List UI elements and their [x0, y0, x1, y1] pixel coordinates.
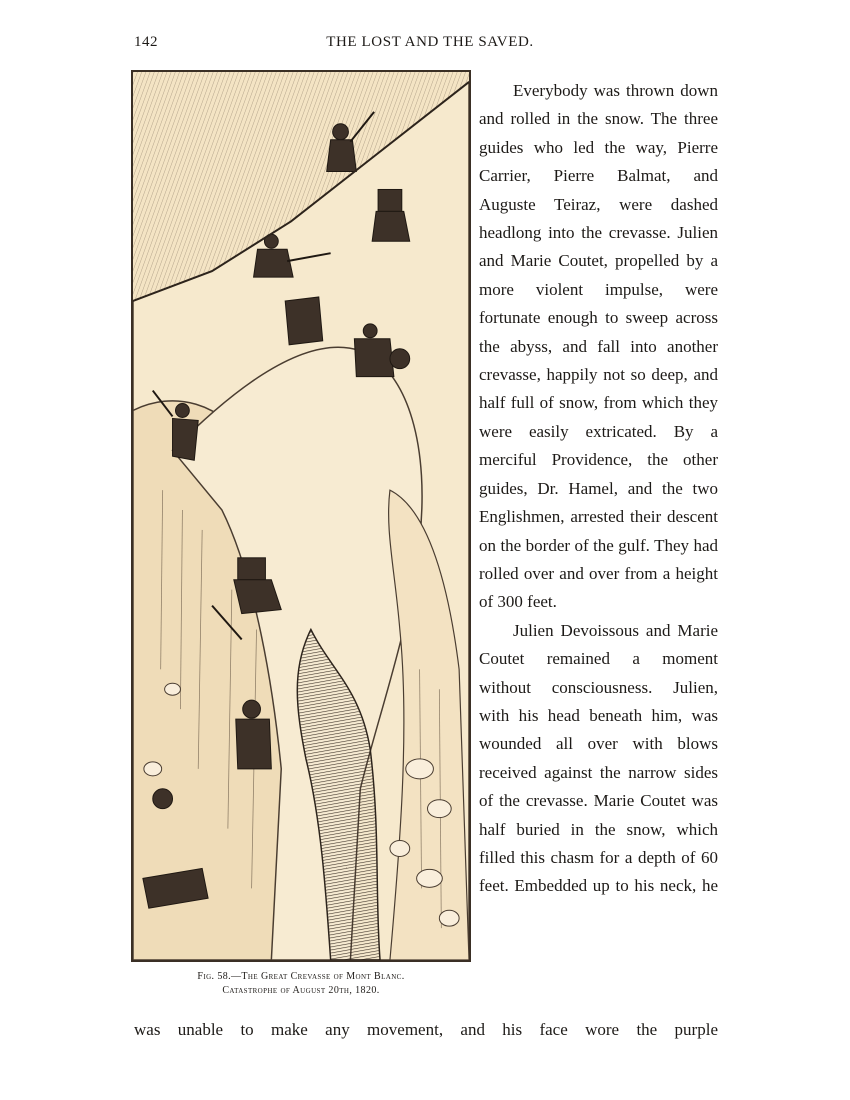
- page-number: 142: [134, 34, 158, 50]
- paragraph-2-column: Julien Devoissous and Marie Coutet remained a moment without consciousness. Julien, with his head beneath him, was wounded all over with blows received against the narrow sides of the crevasse. Marie Coutet was half buried in the snow, which filled this chasm for a depth of 60 feet. Embedded up to his neck, he: [479, 620, 718, 896]
- body-column: [479, 77, 718, 901]
- figure-caption: [131, 970, 471, 998]
- engraving-illustration: [131, 70, 471, 962]
- caption-line-2: Catastrophe of August 20th, 1820.: [222, 985, 380, 996]
- paragraph-2-continuation: was unable to make any movement, and his face wore the purple: [134, 1020, 718, 1039]
- running-title: THE LOST AND THE SAVED.: [326, 34, 534, 50]
- paragraph-1: Everybody was thrown down and rolled in the snow. The three guides who led the way, Pierre Carrier, Pierre Balmat, and Auguste Teiraz, were dashed headlong into the crevasse. Julien and Marie Coutet, propelled by a more violent impulse, were fortunate enough to sweep across the abyss, and fall into another crevasse, happily not so deep, and half full of snow, from which they were easily extricated. By a merciful Providence, the other guides, Dr. Hamel, and the two Englishmen, arrested their descent on the border of the gulf. They had rolled over and over from a height of 300 feet.: [479, 81, 718, 612]
- caption-line-1: Fig. 58.—The Great Crevasse of Mont Blanc.: [197, 971, 405, 982]
